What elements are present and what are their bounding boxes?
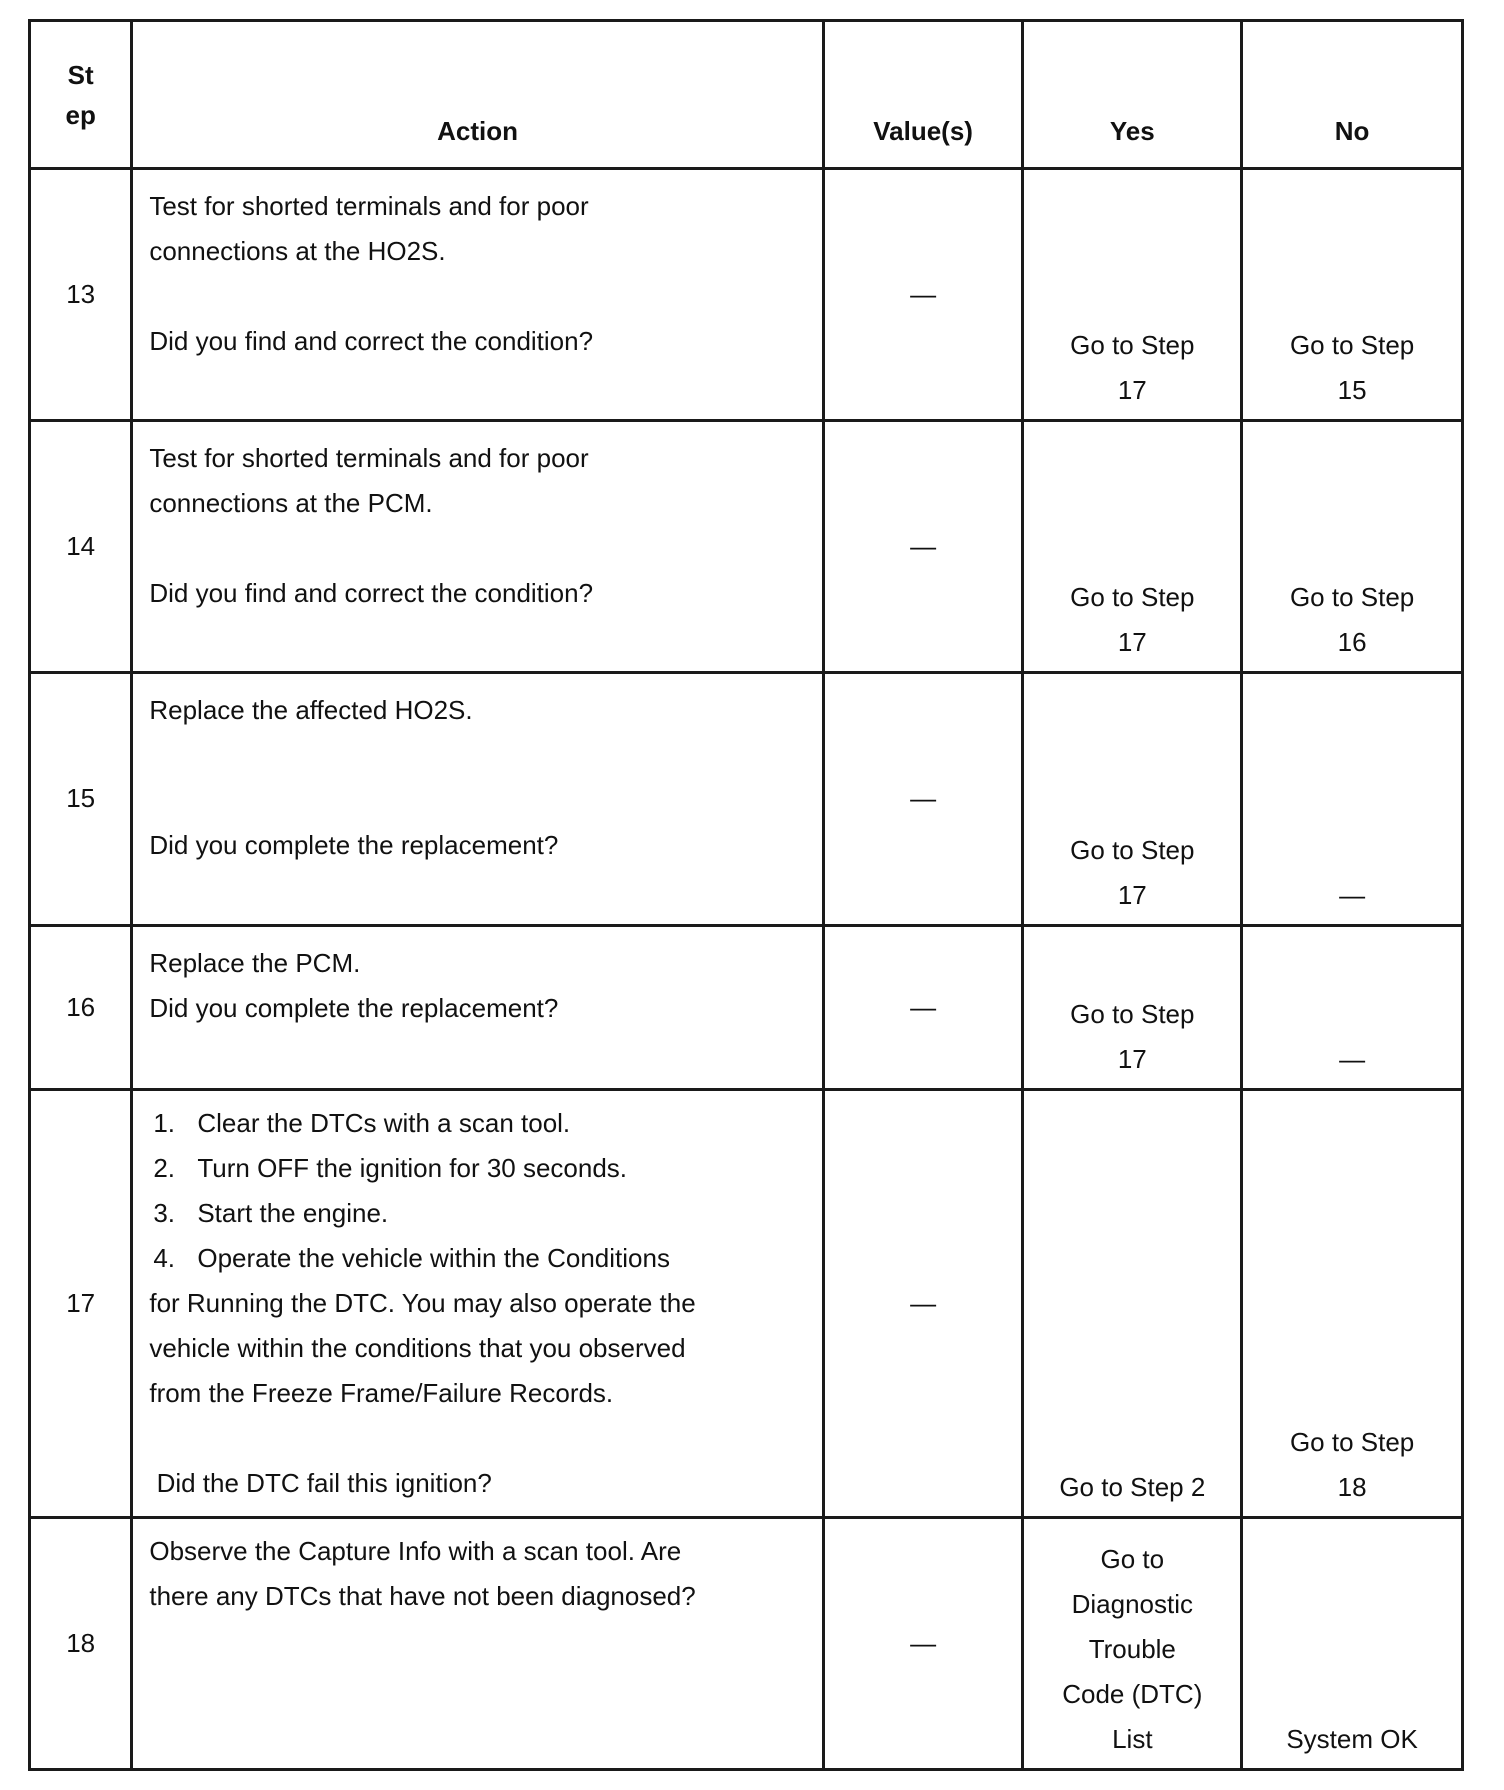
step-number: 18 <box>30 1517 132 1769</box>
step-number: 17 <box>30 1089 132 1517</box>
value-cell: — <box>823 925 1023 1089</box>
table-row <box>30 925 1463 1089</box>
ordered-number: 1. <box>153 1107 176 1138</box>
yes-cell <box>1023 169 1242 421</box>
action-cell <box>132 1517 823 1769</box>
step-number: 15 <box>30 673 132 925</box>
ordered-item <box>149 1146 811 1191</box>
action-line: Observe the Capture Info with a scan tool. Are <box>149 1535 682 1566</box>
yes-line: Go to Step 2 <box>1059 1471 1206 1502</box>
yes-line: 17 <box>1117 879 1147 910</box>
yes-cell <box>1023 421 1242 673</box>
action-cell <box>132 421 823 673</box>
no-line: Go to Step <box>1289 582 1415 613</box>
ordered-item <box>149 1101 811 1146</box>
action-line: Test for shorted terminals and for poor <box>149 191 589 222</box>
ordered-number: 4. <box>153 1242 176 1273</box>
table-row <box>30 1517 1463 1769</box>
action-cell <box>132 169 823 421</box>
no-cell <box>1242 421 1463 673</box>
no-cell <box>1242 169 1463 421</box>
ordered-text: Turn OFF the ignition for 30 seconds. <box>197 1152 628 1183</box>
ordered-number: 2. <box>153 1152 176 1183</box>
no-cell <box>1242 673 1463 925</box>
step-number: 14 <box>30 421 132 673</box>
yes-line: Code (DTC) <box>1062 1679 1203 1709</box>
step-number: 13 <box>30 169 132 421</box>
no-line: System OK <box>1286 1724 1418 1754</box>
yes-line: 17 <box>1117 375 1147 406</box>
yes-cell <box>1023 1517 1242 1769</box>
value-cell: — <box>823 1517 1023 1769</box>
no-line: 18 <box>1337 1471 1367 1502</box>
ordered-item <box>149 1236 811 1281</box>
no-cell <box>1242 1517 1463 1769</box>
action-line: Did you complete the replacement? <box>149 992 559 1023</box>
no-line: — <box>1339 1043 1366 1074</box>
action-line: connections at the PCM. <box>149 488 433 519</box>
values-header: Value(s) <box>823 21 1023 169</box>
table-row <box>30 169 1463 421</box>
action-cell <box>132 925 823 1089</box>
action-line: for Running the DTC. You may also operate the <box>149 1287 696 1318</box>
no-line: Go to Step <box>1289 1426 1415 1457</box>
action-question: Did you complete the replacement? <box>149 830 559 861</box>
action-question: Did you find and correct the condition? <box>149 578 594 609</box>
diagnostic-table <box>28 19 1464 1771</box>
step-header-line1: St <box>67 59 94 90</box>
value-cell: — <box>823 1089 1023 1517</box>
action-line: vehicle within the conditions that you observed <box>149 1332 686 1363</box>
no-line: 16 <box>1337 627 1367 658</box>
yes-line: 17 <box>1117 627 1147 658</box>
step-header-line2: ep <box>65 99 96 130</box>
no-line: 15 <box>1337 375 1367 406</box>
table-row <box>30 1089 1463 1517</box>
action-question: Did you find and correct the condition? <box>149 326 594 357</box>
ordered-text: Clear the DTCs with a scan tool. <box>197 1107 571 1138</box>
yes-line: Go to Step <box>1070 834 1195 865</box>
no-cell <box>1242 925 1463 1089</box>
step-number: 16 <box>30 925 132 1089</box>
yes-line: Trouble <box>1088 1634 1176 1664</box>
no-line: Go to Step <box>1289 330 1415 361</box>
action-line: from the Freeze Frame/Failure Records. <box>149 1377 614 1408</box>
yes-line: Diagnostic <box>1071 1589 1194 1619</box>
value-cell: — <box>823 421 1023 673</box>
yes-cell <box>1023 925 1242 1089</box>
yes-line: Go to Step <box>1070 330 1195 361</box>
yes-line: List <box>1112 1724 1153 1754</box>
ordered-number: 3. <box>153 1197 176 1228</box>
yes-cell <box>1023 673 1242 925</box>
action-cell <box>132 673 823 925</box>
yes-line: Go to <box>1100 1544 1165 1574</box>
ordered-text: Start the engine. <box>197 1197 389 1228</box>
action-line: Replace the PCM. <box>149 947 361 978</box>
action-line: Test for shorted terminals and for poor <box>149 443 589 474</box>
yes-header: Yes <box>1023 21 1242 169</box>
ordered-item <box>149 1191 811 1236</box>
yes-line: Go to Step <box>1070 998 1195 1029</box>
action-line: there any DTCs that have not been diagnosed? <box>149 1580 696 1611</box>
ordered-text: Operate the vehicle within the Conditions <box>197 1242 670 1273</box>
value-cell: — <box>823 169 1023 421</box>
no-line: — <box>1339 879 1366 910</box>
action-header: Action <box>132 21 823 169</box>
yes-line: 17 <box>1117 1043 1147 1074</box>
value-cell: — <box>823 673 1023 925</box>
yes-line: Go to Step <box>1070 582 1195 613</box>
step-header <box>30 21 132 169</box>
action-line: connections at the HO2S. <box>149 236 446 267</box>
table-row <box>30 673 1463 925</box>
yes-cell <box>1023 1089 1242 1517</box>
no-cell <box>1242 1089 1463 1517</box>
table-row <box>30 421 1463 673</box>
action-line: Replace the affected HO2S. <box>149 695 473 726</box>
header-row <box>30 21 1463 169</box>
action-cell <box>132 1089 823 1517</box>
action-question: Did the DTC fail this ignition? <box>149 1467 492 1498</box>
no-header: No <box>1242 21 1463 169</box>
